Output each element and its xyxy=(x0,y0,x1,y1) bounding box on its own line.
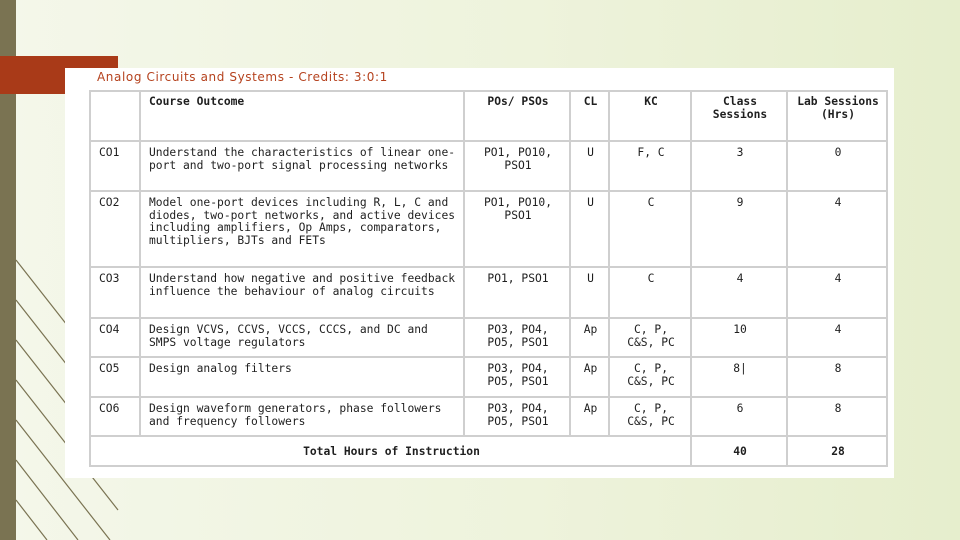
lab-sessions-cell: 4 xyxy=(787,318,887,357)
cl-cell: U xyxy=(570,191,609,267)
header-course-outcome: Course Outcome xyxy=(140,91,464,141)
co-id: CO1 xyxy=(90,141,140,191)
lab-sessions-cell: 8 xyxy=(787,397,887,436)
lab-sessions-cell: 8 xyxy=(787,357,887,397)
table-row xyxy=(90,267,887,318)
cl-cell: Ap xyxy=(570,318,609,357)
cl-cell: U xyxy=(570,141,609,191)
header-cl: CL xyxy=(570,91,609,141)
cl-cell: Ap xyxy=(570,397,609,436)
co-id: CO2 xyxy=(90,191,140,267)
course-outcome-text: Understand how negative and positive feedback influence the behaviour of analog circuits xyxy=(140,267,464,318)
class-sessions-cell: 10 xyxy=(691,318,787,357)
class-sessions-cell: 4 xyxy=(691,267,787,318)
total-class-sessions: 40 xyxy=(691,436,787,466)
header-class-sessions: Class Sessions xyxy=(691,91,787,141)
co-id: CO6 xyxy=(90,397,140,436)
pos-psos-cell: PO3, PO4, PO5, PSO1 xyxy=(464,397,570,436)
co-id: CO5 xyxy=(90,357,140,397)
course-outcome-text: Design analog filters xyxy=(140,357,464,397)
lab-sessions-cell: 4 xyxy=(787,267,887,318)
kc-cell: C, P, C&S, PC xyxy=(609,318,691,357)
kc-cell: C xyxy=(609,267,691,318)
co-id: CO3 xyxy=(90,267,140,318)
total-lab-sessions: 28 xyxy=(787,436,887,466)
table-row xyxy=(90,191,887,267)
table-header-row xyxy=(90,91,887,141)
class-sessions-cell: 3 xyxy=(691,141,787,191)
table-row xyxy=(90,318,887,357)
table-row xyxy=(90,397,887,436)
kc-cell: C, P, C&S, PC xyxy=(609,357,691,397)
pos-psos-cell: PO1, PO10, PSO1 xyxy=(464,141,570,191)
pos-psos-cell: PO3, PO4, PO5, PSO1 xyxy=(464,357,570,397)
cl-cell: U xyxy=(570,267,609,318)
class-sessions-cell: 9 xyxy=(691,191,787,267)
header-co xyxy=(90,91,140,141)
class-sessions-cell: 6 xyxy=(691,397,787,436)
course-outcome-text: Design VCVS, CCVS, VCCS, CCCS, and DC and SMPS voltage regulators xyxy=(140,318,464,357)
pos-psos-cell: PO1, PSO1 xyxy=(464,267,570,318)
kc-cell: C xyxy=(609,191,691,267)
class-sessions-cell: 8| xyxy=(691,357,787,397)
cl-cell: Ap xyxy=(570,357,609,397)
course-outcome-table xyxy=(89,90,888,467)
course-outcome-text: Design waveform generators, phase followers and frequency followers xyxy=(140,397,464,436)
course-outcome-text: Understand the characteristics of linear one-port and two-port signal processing networks xyxy=(140,141,464,191)
lab-sessions-cell: 0 xyxy=(787,141,887,191)
lab-sessions-cell: 4 xyxy=(787,191,887,267)
kc-cell: C, P, C&S, PC xyxy=(609,397,691,436)
document-title: Analog Circuits and Systems - Credits: 3:0:1 xyxy=(97,70,388,84)
total-label: Total Hours of Instruction xyxy=(90,436,691,466)
header-kc: KC xyxy=(609,91,691,141)
total-row xyxy=(90,436,887,466)
pos-psos-cell: PO1, PO10, PSO1 xyxy=(464,191,570,267)
co-id: CO4 xyxy=(90,318,140,357)
header-pos-psos: POs/ PSOs xyxy=(464,91,570,141)
pos-psos-cell: PO3, PO4, PO5, PSO1 xyxy=(464,318,570,357)
header-lab-sessions: Lab Sessions (Hrs) xyxy=(787,91,887,141)
kc-cell: F, C xyxy=(609,141,691,191)
table-row xyxy=(90,357,887,397)
course-outcome-document xyxy=(65,68,894,478)
table-row xyxy=(90,141,887,191)
course-outcome-text: Model one-port devices including R, L, C and diodes, two-port networks, and active devices including amplifiers, Op Amps, comparators, multipliers, BJTs and FETs xyxy=(140,191,464,267)
